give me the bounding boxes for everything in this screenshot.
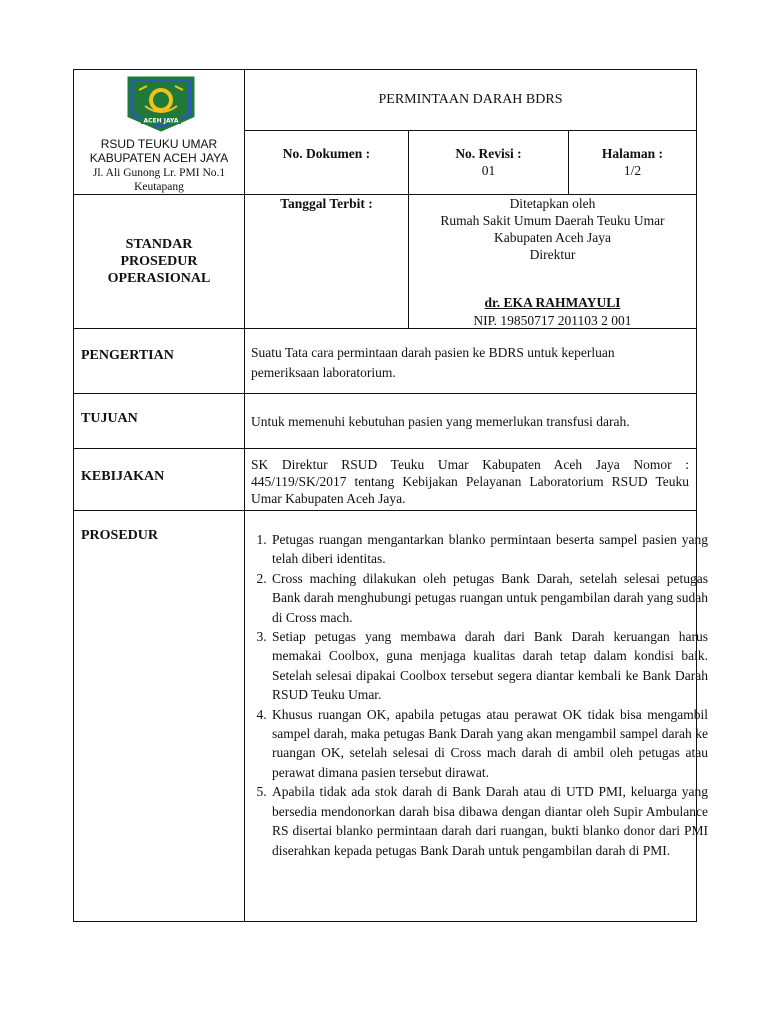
document-title: PERMINTAAN DARAH BDRS (378, 92, 563, 107)
established-by: Ditetapkan oleh (509, 196, 596, 211)
prosedur-list (250, 530, 708, 860)
row-divider-tujuan (73, 448, 697, 449)
row-divider-kebijakan (73, 510, 697, 511)
prosedur-step: 4. Khusus ruangan OK, apabila petugas atau perawat OK tidak bisa mengambil sampel darah, maka petugas Bank Darah yang akan mengambil sampel darah ke ruangan OK, setelah selesai di Cross mach darah di ambil oleh petugas atau perawat dimana pasien tersebut dirawat. (270, 705, 708, 783)
revision-value: 01 (481, 163, 496, 178)
tujuan-text: Untuk memenuhi kebutuhan pasien yang memerlukan transfusi darah. (251, 414, 630, 429)
table-border-bottom (73, 921, 697, 922)
hospital-name-line1: RSUD TEUKU UMAR (100, 137, 218, 151)
page-value: 1/2 (623, 163, 642, 178)
prosedur-step: 3. Setiap petugas yang membawa darah dari Bank Darah keruangan harus memakai Coolbox, guna menjaga kualitas darah tetap dalam kondisi baik. Setelah selesai dipakai Coolbox tersebut segera diantar kembali ke Bank Darah RSUD Teuku Umar. (270, 627, 708, 705)
hospital-address-line1: Jl. Ali Gunong Lr. PMI No.1 (92, 167, 226, 179)
hospital-address-line2: Keutapang (134, 181, 184, 193)
header-divider (245, 130, 697, 131)
sop-title-line3: OPERASIONAL (107, 271, 211, 286)
prosedur-step: 1. Petugas ruangan mengantarkan blanko permintaan beserta sampel pasien yang telah diberi identitas. (270, 530, 708, 569)
table-border-left (73, 69, 74, 922)
institution-line2: Kabupaten Aceh Jaya (494, 230, 611, 245)
issue-date-label: Tanggal Terbit : (280, 196, 373, 211)
prosedur-label: PROSEDUR (81, 528, 159, 543)
director-nip: NIP. 19850717 201103 2 001 (473, 313, 632, 328)
director-position: Direktur (529, 247, 576, 262)
director-name: dr. EKA RAHMAYULI (484, 295, 621, 310)
tujuan-label: TUJUAN (81, 411, 138, 426)
institution-line1: Rumah Sakit Umum Daerah Teuku Umar (440, 213, 665, 228)
prosedur-step: 5. Apabila tidak ada stok darah di Bank Darah atau di UTD PMI, keluarga yang bersedia mendonorkan darah bisa dibawa dengan diantar oleh Supir Ambulance RS disertai blanko permintaan darah dari ruangan, bukti blanko donor dari PMI diserahkan kepada petugas Bank Darah untuk pengambilan darah di PMI. (270, 782, 708, 860)
table-border-top (73, 69, 697, 70)
prosedur-step: 2. Cross maching dilakukan oleh petugas Bank Darah, setelah selesai petugas Bank darah menghubungi petugas ruangan untuk pengambilan darah yang sudah di Cross mach. (270, 569, 708, 627)
page-label: Halaman : (601, 146, 664, 161)
pengertian-text: Suatu Tata cara permintaan darah pasien ke BDRS untuk keperluan pemeriksaan laboratorium. (251, 345, 615, 380)
kebijakan-label: KEBIJAKAN (81, 469, 165, 484)
logo-caption: ACEH JAYA (143, 117, 179, 125)
row-divider-pengertian (73, 393, 697, 394)
sop-title-line1: STANDAR (125, 237, 193, 252)
revision-label: No. Revisi : (455, 146, 522, 161)
sop-title-line2: PROSEDUR (120, 254, 198, 269)
regency-logo (125, 76, 197, 132)
doc-number-label: No. Dokumen : (282, 146, 371, 161)
pengertian-label: PENGERTIAN (81, 348, 174, 363)
hospital-name-line2: KABUPATEN ACEH JAYA (89, 151, 229, 165)
kebijakan-text: SK Direktur RSUD Teuku Umar Kabupaten Aceh Jaya Nomor : 445/119/SK/2017 tentang Kebijakan Pelayanan Laboratorium RSUD Teuku Umar Kabupaten Aceh Jaya. (251, 457, 689, 506)
